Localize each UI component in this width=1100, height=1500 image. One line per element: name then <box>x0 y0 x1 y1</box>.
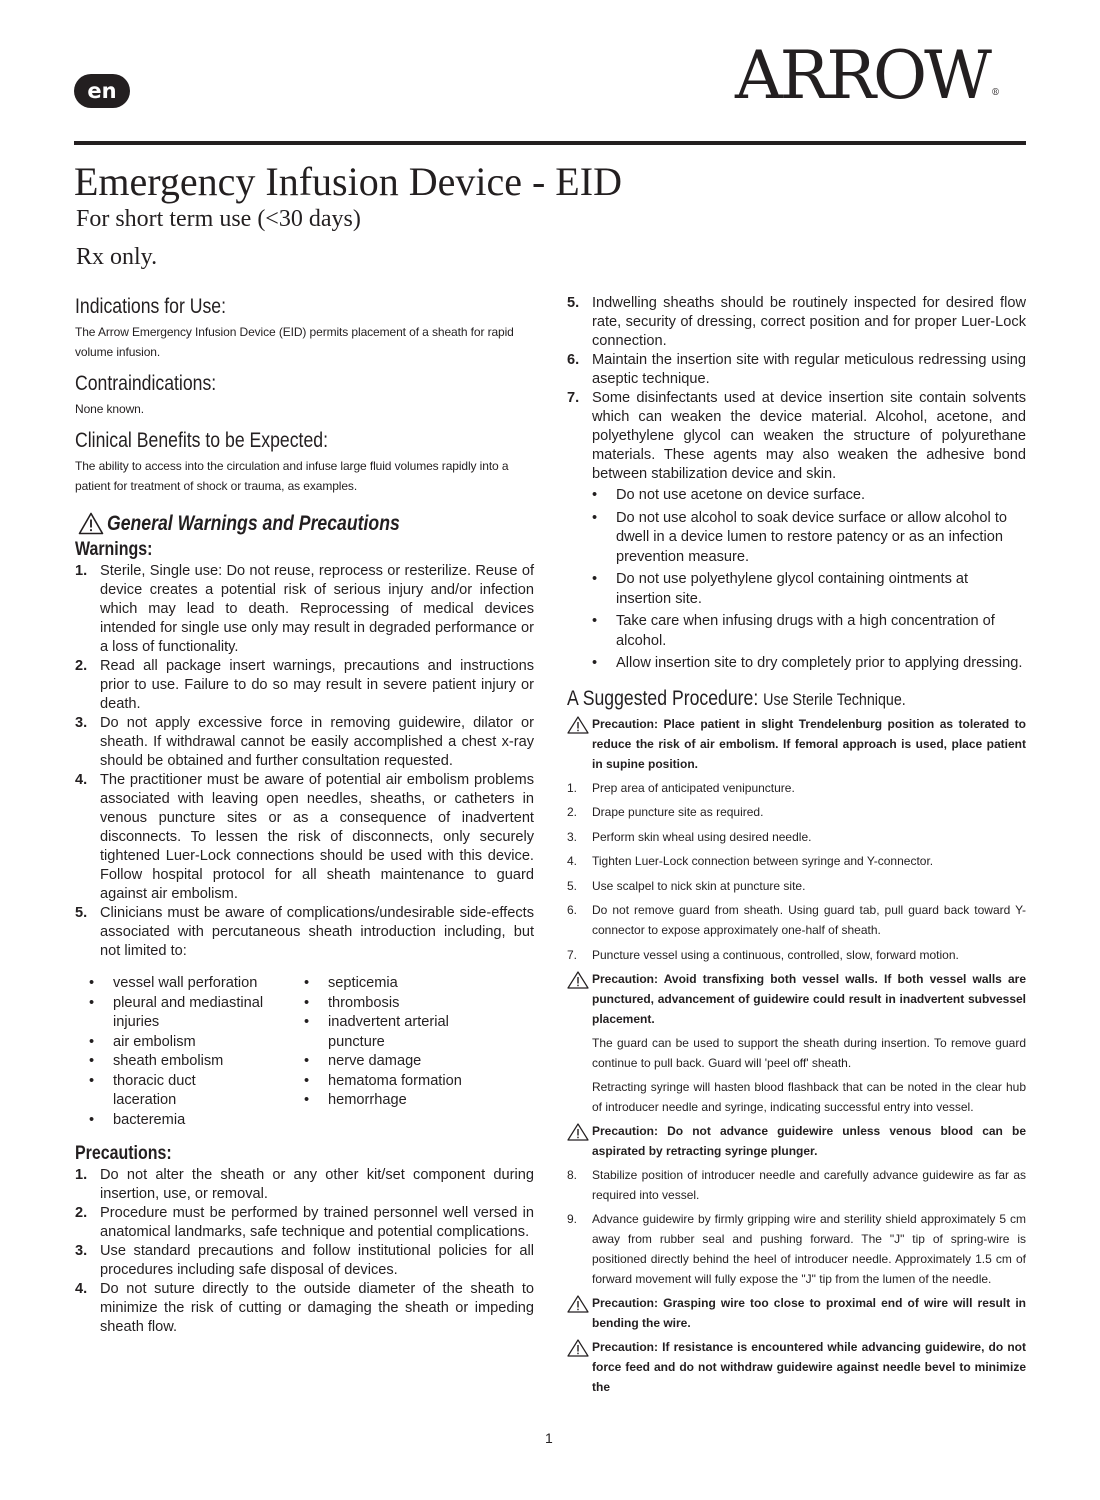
precaution-item: 1. Do not alter the sheath or any other kit/set component during insertion, use, or removal. <box>75 1167 534 1202</box>
disinfectant-item: • Take care when infusing drugs with a high concentration of alcohol. <box>592 612 1026 651</box>
warnings-list <box>75 562 534 961</box>
procedure-steps <box>567 778 1026 965</box>
warnings-heading: Warnings: <box>75 539 153 560</box>
warning-triangle-icon <box>567 1339 589 1357</box>
precautions-list-continued <box>567 294 1026 484</box>
precaution-item: 7. Some disinfectants used at device insertion site contain solvents which can weaken the device material. Alcohol, acetone, and polyethylene glycol can weaken the structure of polyurethane materials. These agents may also weaken the adhesive bond between stabilization device and skin. <box>567 390 1026 482</box>
complication-item: • sheath embolism <box>89 1052 304 1072</box>
disinfectant-bullets <box>592 486 1026 674</box>
precaution-item: 6. Maintain the insertion site with regular meticulous redressing using aseptic technique. <box>567 352 1026 387</box>
complication-item: • thrombosis <box>304 994 534 1014</box>
indications-text: The Arrow Emergency Infusion Device (EID) permits placement of a sheath for rapid volume infusion. <box>75 325 514 359</box>
precaution-item: 3. Use standard precautions and follow institutional policies for all procedures including safe disposal of devices. <box>75 1243 534 1278</box>
precautions-list <box>75 1166 534 1337</box>
rx-only-label: Rx only. <box>76 244 158 270</box>
indications-heading: Indications for Use: <box>75 295 227 318</box>
complication-item: • thoracic duct laceration <box>89 1072 304 1111</box>
procedure-step: 2. Drape puncture site as required. <box>567 805 764 819</box>
procedure-note: Retracting syringe will hasten blood flashback that can be noted in the clear hub of introducer needle and syringe, indicating successful entry into vessel. <box>592 1079 1026 1114</box>
complication-item: • hematoma formation <box>304 1072 534 1092</box>
procedure-note: The guard can be used to support the sheath during insertion. To remove guard continue to pull back. Guard will 'peel off' sheath. <box>592 1035 1026 1070</box>
precaution-item: 2. Procedure must be performed by trained personnel well versed in anatomical landmarks, safe technique and potential complications. <box>75 1205 534 1240</box>
complication-item: • inadvertent arterial puncture <box>304 1013 534 1052</box>
procedure-step: 3. Perform skin wheal using desired needle. <box>567 829 812 844</box>
warning-triangle-icon <box>567 971 589 989</box>
procedure-step: 8. Stabilize position of introducer needle and carefully advance guidewire as far as required into vessel. <box>567 1167 1026 1202</box>
precaution-item: 5. Indwelling sheaths should be routinely inspected for desired flow rate, security of dressing, correct position and for proper Luer-Lock connection. <box>567 295 1026 349</box>
complication-item: • vessel wall perforation <box>89 974 304 994</box>
procedure-step: 1. Prep area of anticipated venipuncture. <box>567 780 795 795</box>
general-warnings-header <box>75 510 534 538</box>
left-column <box>75 294 534 1337</box>
complications-list-left <box>89 974 304 1130</box>
precautions-heading: Precautions: <box>75 1143 172 1164</box>
procedure-step: 5. Use scalpel to nick skin at puncture site. <box>567 878 806 893</box>
disinfectant-item: • Do not use alcohol to soak device surface or allow alcohol to dwell in a device lumen to restore patency or as an infection prevention measure. <box>592 509 1026 568</box>
complications-columns <box>89 974 534 1130</box>
right-column <box>567 294 1026 1397</box>
procedure-step: 9. Advance guidewire by firmly gripping wire and sterility shield approximately 5 cm away from rubber seal and pushing forward. The "J" tip of spring-wire is positioned directly behind the heel of introducer needle. Approximately 1.5 cm of forward movement will fully expose the "J" tip from the lumen of the needle. <box>567 1211 1026 1286</box>
warning-item: 2. Read all package insert warnings, precautions and instructions prior to use. Failure to do so may result in severe patient injury or death. <box>75 658 534 712</box>
procedure-heading-row <box>567 686 1026 714</box>
disinfectant-item: • Do not use polyethylene glycol containing ointments at insertion site. <box>592 570 1026 609</box>
warning-item: 3. Do not apply excessive force in removing guidewire, dilator or sheath. If withdrawal cannot be easily accomplished a chest x-ray should be obtained and further consultation requested. <box>75 715 534 769</box>
procedure-step: 6. Do not remove guard from sheath. Using guard tab, pull guard back toward Y-connector to expose approximately one-half of sheath. <box>567 903 1026 937</box>
page-number: 1 <box>545 1430 553 1446</box>
clinical-benefits-text: The ability to access into the circulation and infuse large fluid volumes rapidly into a patient for treatment of shock or trauma, as examples. <box>75 459 509 493</box>
contraindications-text: None known. <box>75 402 144 416</box>
procedure-heading: A Suggested Procedure: Use Sterile Technique. <box>567 686 906 710</box>
header-rule <box>74 141 1026 145</box>
complication-item: • septicemia <box>304 974 534 994</box>
contraindications-heading: Contraindications: <box>75 372 217 395</box>
procedure-step: 4. Tighten Luer-Lock connection between syringe and Y-connector. <box>567 854 934 868</box>
procedure-precaution: Precaution: Avoid transfixing both vessel walls. If both vessel walls are punctured, advancement of guidewire could result in inadvertent subvessel placement. <box>567 969 1026 1029</box>
language-badge: en <box>74 74 130 108</box>
warning-item: 1. Sterile, Single use: Do not reuse, reprocess or resterilize. Reuse of device creates a potential risk of serious injury and/or infection which may lead to death. Reprocessing of medical devices intended for single use only may result in degraded performance or a loss of functionality. <box>75 563 534 655</box>
procedure-step: 7. Puncture vessel using a continuous, controlled, slow, forward motion. <box>567 947 959 962</box>
complication-item: • bacteremia <box>89 1111 304 1131</box>
procedure-heading-suffix: Use Sterile Technique. <box>763 689 906 709</box>
warning-item: 5. Clinicians must be aware of complications/undesirable side-effects associated with percutaneous sheath introduction including, but not limited to: <box>75 905 534 959</box>
complication-item: • hemorrhage <box>304 1091 534 1111</box>
document-title: Emergency Infusion Device - EID <box>74 159 622 204</box>
complication-item: • nerve damage <box>304 1052 534 1072</box>
clinical-benefits-heading: Clinical Benefits to be Expected: <box>75 429 328 452</box>
document-subtitle: For short term use (<30 days) <box>76 206 361 232</box>
warning-triangle-icon <box>567 1295 589 1313</box>
procedure-steps-continued <box>567 1165 1026 1289</box>
registered-mark: ® <box>991 88 1000 98</box>
complications-list-right <box>304 974 534 1130</box>
logo-text: ARROW <box>735 37 989 114</box>
disinfectant-item: • Do not use acetone on device surface. <box>592 486 1026 506</box>
complication-item: • pleural and mediastinal injuries <box>89 994 304 1033</box>
warning-triangle-icon <box>78 512 104 535</box>
procedure-precaution: Precaution: Grasping wire too close to proximal end of wire will result in bending the wire. <box>567 1293 1026 1333</box>
arrow-logo <box>735 36 1027 133</box>
procedure-precaution: Precaution: If resistance is encountered while advancing guidewire, do not force feed and do not withdraw guidewire against needle bevel to minimize the <box>567 1337 1026 1397</box>
warning-triangle-icon <box>567 716 589 734</box>
warning-triangle-icon <box>567 1123 589 1141</box>
procedure-precaution: Precaution: Place patient in slight Trendelenburg position as tolerated to reduce the risk of air embolism. If femoral approach is used, place patient in supine position. <box>567 714 1026 774</box>
disinfectant-item: • Allow insertion site to dry completely prior to applying dressing. <box>592 654 1026 674</box>
procedure-precaution: Precaution: Do not advance guidewire unless venous blood can be aspirated by retracting syringe plunger. <box>567 1121 1026 1161</box>
general-warnings-heading: General Warnings and Precautions <box>107 512 400 535</box>
complication-item: • air embolism <box>89 1033 304 1053</box>
precaution-item: 4. Do not suture directly to the outside diameter of the sheath to minimize the risk of cutting or damaging the sheath or impeding sheath flow. <box>75 1281 534 1335</box>
warning-item: 4. The practitioner must be aware of potential air embolism problems associated with leaving open needles, sheaths, or catheters in venous puncture sites or as a consequence of inadvertent disconnects. To lessen the risk of disconnects, only securely tightened Luer-Lock connections should be used with this device. Follow hospital protocol for all sheath maintenance to guard against air embolism. <box>75 772 534 902</box>
